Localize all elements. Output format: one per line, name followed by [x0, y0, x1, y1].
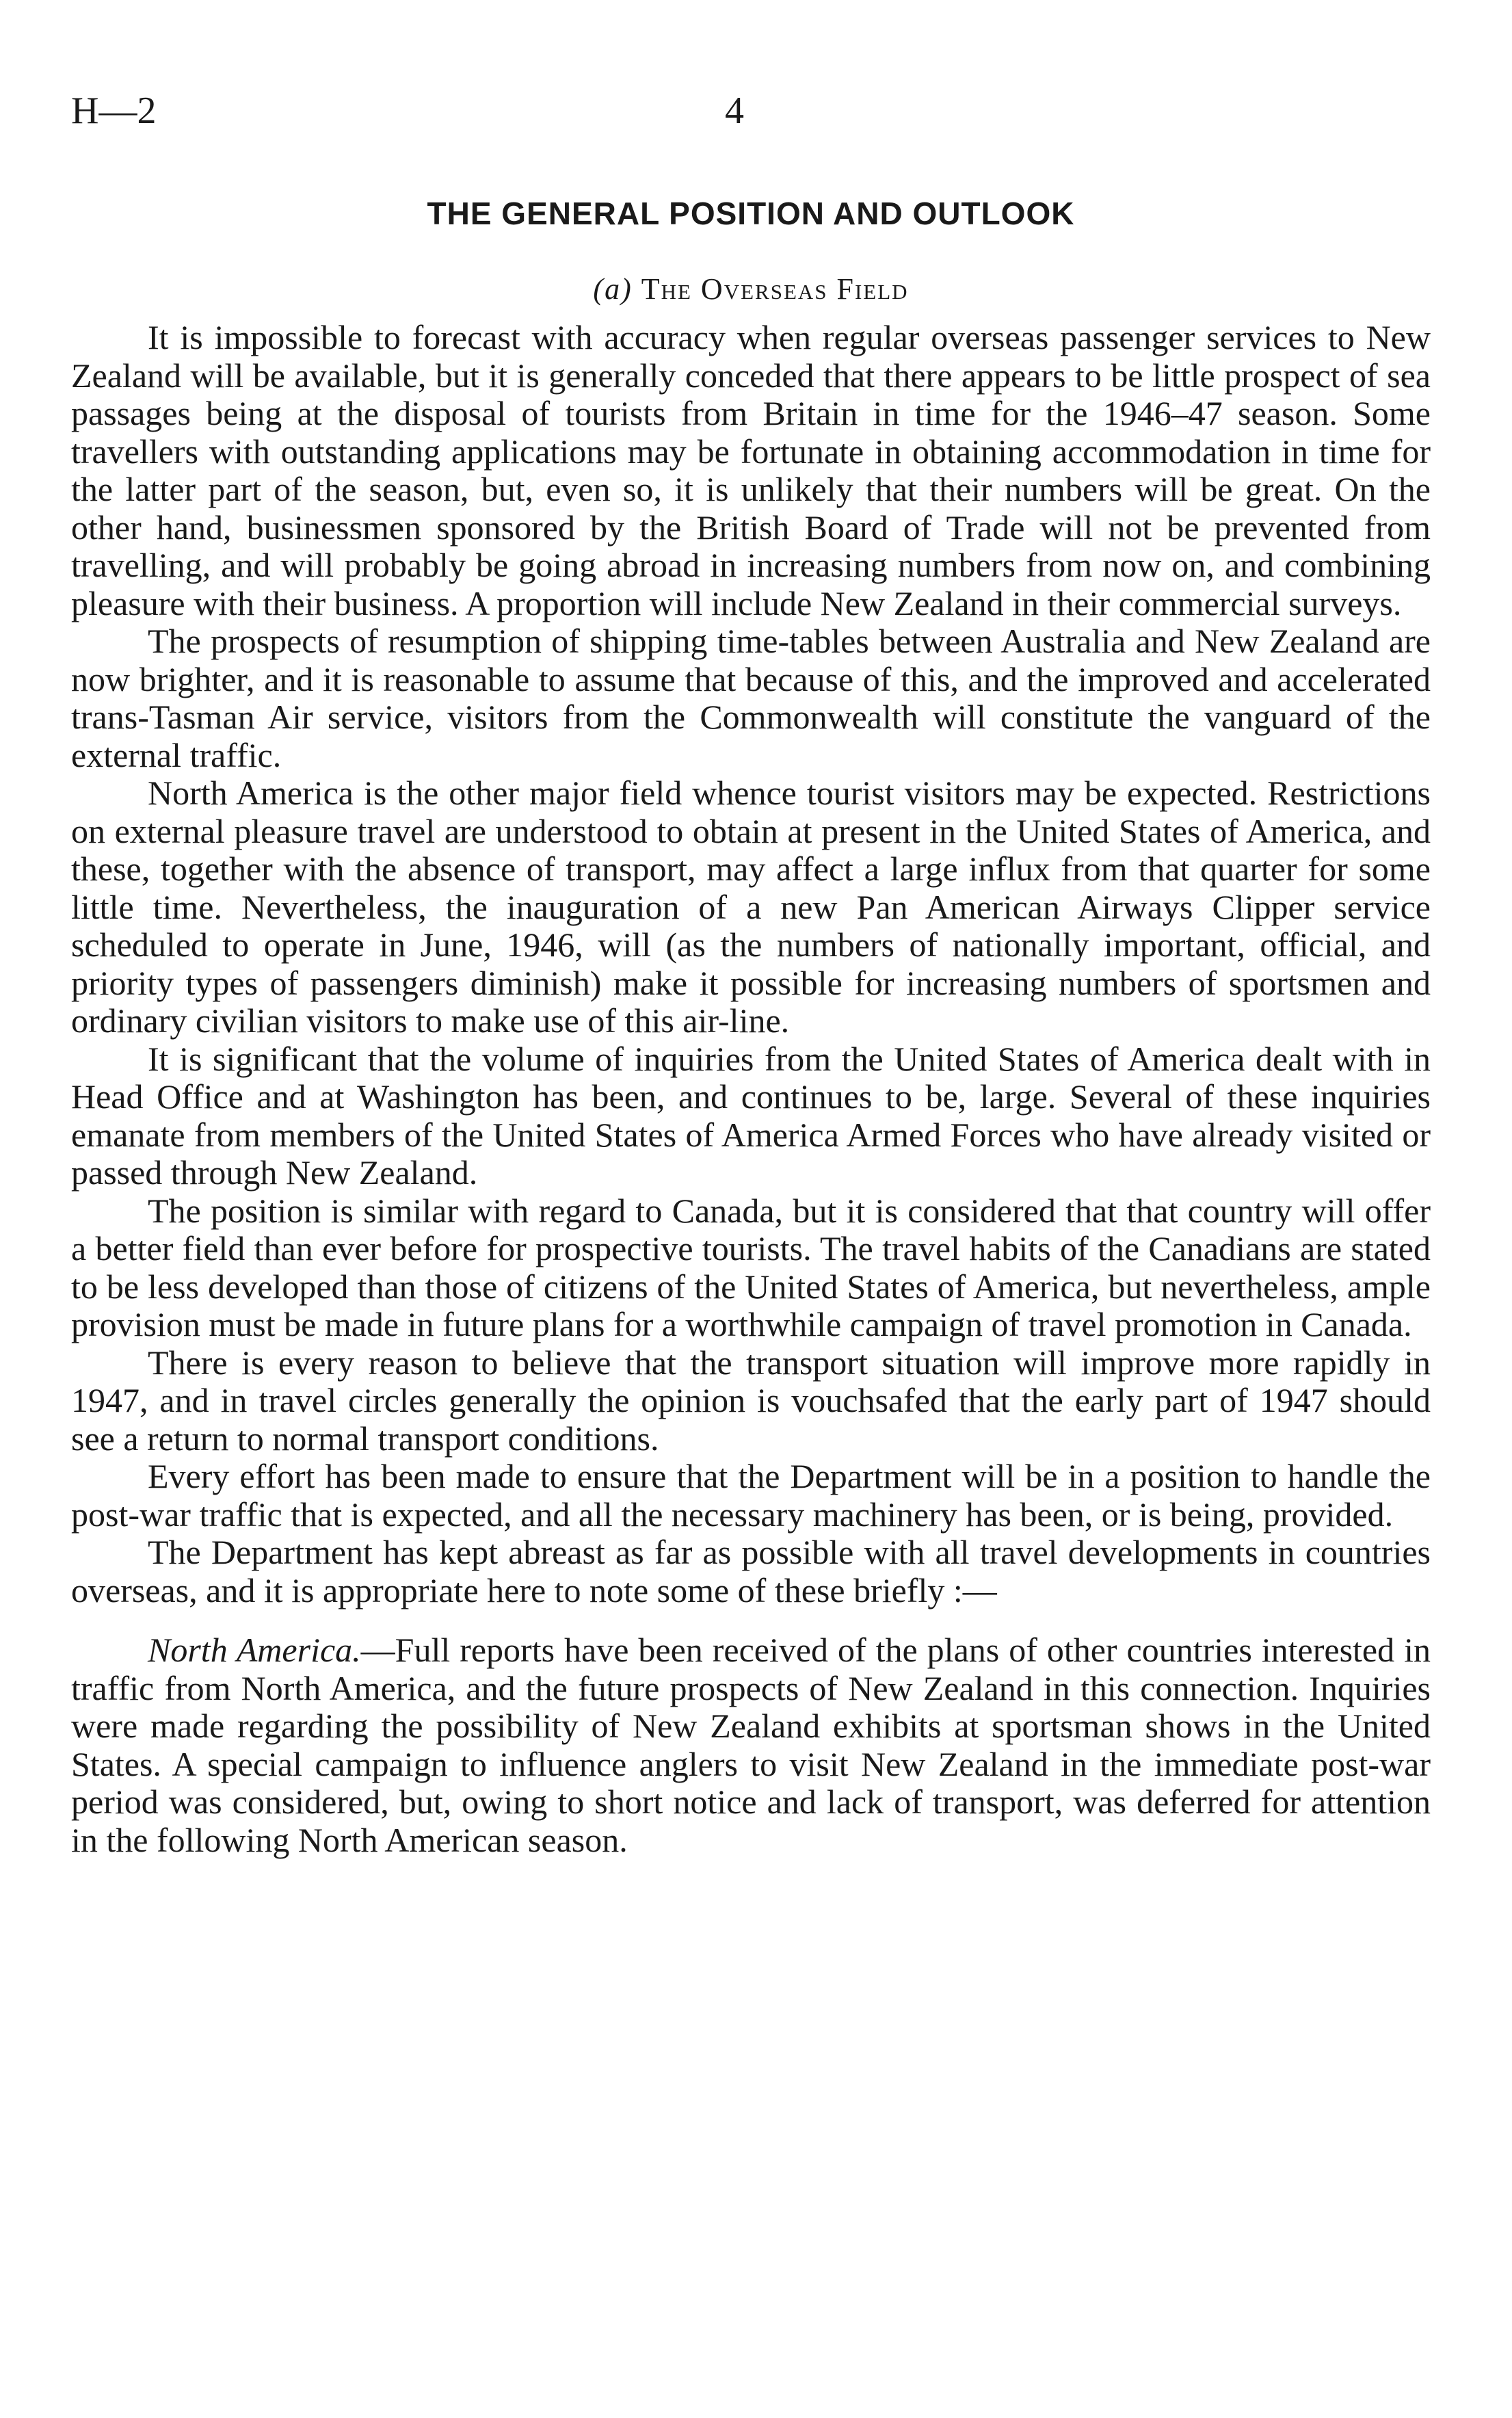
paragraph: It is impossible to forecast with accuracy when regular overseas passenger services to New Zealand will be available, but it is generally conceded that there appears to be little prospect of sea passages being at the disposal of tourists from Britain in time for the 1946–47 season. Some travellers with outstanding applications may be fortunate in obtaining accommodation in time for the latter part of the season, but, even so, it is unlikely that their numbers will be great. On the other hand, businessmen sponsored by the British Board of Trade will not be prevented from travelling, and will probably be going abroad in increasing numbers from now on, and combining pleasure with their business. A proportion will include New Zealand in their commercial surveys.	[71, 318, 1431, 622]
document-page	[71, 68, 1431, 1859]
page-header	[71, 68, 1431, 132]
section-heading: North America.	[148, 1631, 361, 1669]
document-reference: H—2	[71, 90, 157, 132]
section-text: —Full reports have been received of the plans of other countries interested in traffic from North America, and the future prospects of New Zealand in this connection. Inquiries were made regarding the possibility of New Zealand exhibits at sportsman shows in the United States. A special campaign to influence anglers to visit New Zealand in the immediate post-war period was considered, but, owing to short notice and lack of transport, was deferred for attention in the following North American season.	[71, 1631, 1431, 1859]
subsection-title	[71, 272, 1431, 306]
subsection-heading: The Overseas Field	[641, 272, 909, 306]
paragraph: The prospects of resumption of shipping time-tables between Australia and New Zealand are now brighter, and it is reasonable to assume that because of this, and the improved and accelerated trans-Tasman Air service, visitors from the Commonwealth will constitute the vanguard of the external traffic.	[71, 622, 1431, 774]
paragraph: There is every reason to believe that the transport situation will improve more rapidly in 1947, and in travel circles generally the opinion is vouchsafed that the early part of 1947 should see a return to normal transport conditions.	[71, 1343, 1431, 1458]
section-title: THE GENERAL POSITION AND OUTLOOK	[427, 196, 1075, 231]
body-text	[71, 319, 1431, 1859]
page-number: 4	[725, 90, 744, 132]
paragraph: The Department has kept abreast as far as possible with all travel developments in countries overseas, and it is appropriate here to note some of these briefly :—	[71, 1533, 1431, 1609]
paragraph: The position is similar with regard to Canada, but it is considered that that country will offer a better field than ever before for prospective tourists. The travel habits of the Canadians are stated to be less developed than those of citizens of the United States of America, but nevertheless, ample provision must be made in future plans for a worthwhile campaign of travel promotion in Canada.	[71, 1191, 1431, 1343]
subsection-marker: (a)	[593, 272, 633, 306]
paragraph: North America is the other major field whence tourist visitors may be expected. Restrictions on external pleasure travel are understood to obtain at present in the United States of America, and these, together with the absence of transport, may affect a large influx from that quarter for some little time. Nevertheless, the inauguration of a new Pan American Airways Clipper service scheduled to operate in June, 1946, will (as the numbers of nationally important, official, and priority types of passengers diminish) make it possible for increasing numbers of sportsmen and ordinary civilian visitors to make use of this air-line.	[71, 774, 1431, 1040]
paragraph: It is significant that the volume of inquiries from the United States of America dealt with in Head Office and at Washington has been, and continues to be, large. Several of these inquiries emanate from members of the United States of America Armed Forces who have already visited or passed through New Zealand.	[71, 1039, 1431, 1192]
section-paragraph	[71, 1631, 1431, 1859]
paragraph: Every effort has been made to ensure that the Department will be in a position to handle the post-war traffic that is expected, and all the necessary machinery has been, or is being, provided.	[71, 1457, 1431, 1534]
